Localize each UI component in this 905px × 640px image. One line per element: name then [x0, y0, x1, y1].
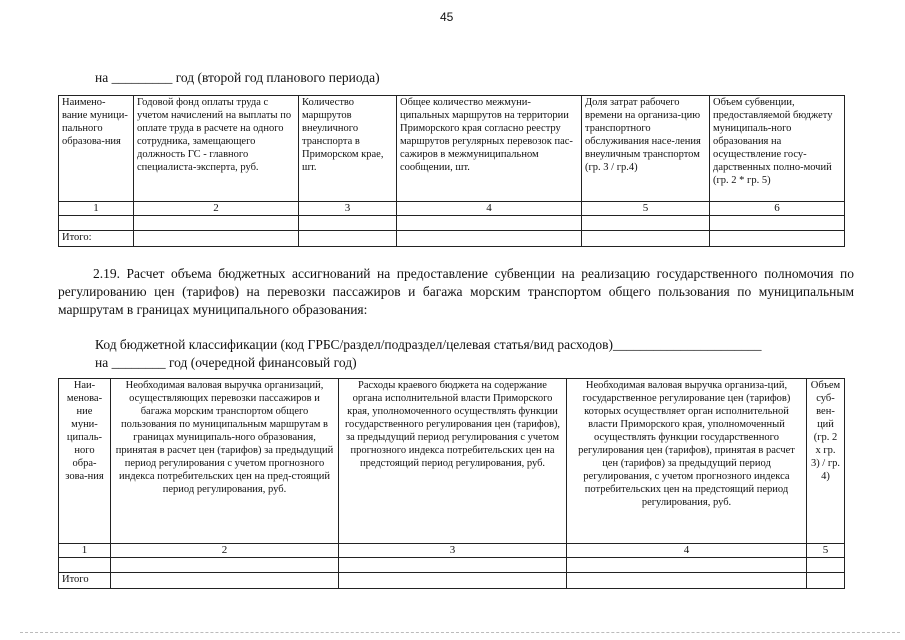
header-cell: Доля затрат рабочего времени на организа-цию транспортного обслуживания насе-ления внеуличным транспортом (гр. 3 / гр.4): [582, 96, 710, 202]
column-number: 1: [59, 202, 134, 216]
table-header-row: [59, 379, 845, 544]
total-label: Итого: [59, 573, 111, 589]
column-number-row: [59, 544, 845, 558]
column-number: 1: [59, 544, 111, 558]
column-number: 5: [582, 202, 710, 216]
paragraph-2-19: [58, 265, 854, 319]
table-row: [59, 558, 845, 573]
column-number: 4: [397, 202, 582, 216]
table-row: [59, 216, 845, 231]
column-number: 3: [339, 544, 567, 558]
column-number: 2: [111, 544, 339, 558]
table1-caption: на _________ год (второй год планового периода): [95, 70, 380, 85]
header-cell: Наимено-вание муници-пального образова-ния: [59, 96, 134, 202]
column-number: 4: [567, 544, 807, 558]
page-bottom-edge: [20, 632, 900, 633]
header-cell: Наи-менова-ние муни-ципаль-ного обра-зова-ния: [59, 379, 111, 544]
column-number: 5: [807, 544, 845, 558]
total-row: [59, 573, 845, 589]
header-cell: Годовой фонд оплаты труда с учетом начислений на выплаты по оплате труда в расчете на одного сотрудника, замещающего должность ГС - главного специалиста-эксперта, руб.: [134, 96, 299, 202]
budget-code-line: Код бюджетной классификации (код ГРБС/раздел/подраздел/целевая статья/вид расходов)______________________: [95, 337, 762, 352]
table-header-row: [59, 96, 845, 202]
page-number: 45: [440, 10, 454, 24]
column-number: 2: [134, 202, 299, 216]
subvention-table-current-year: [58, 378, 845, 589]
total-row: [59, 231, 845, 247]
header-cell: Необходимая валовая выручка организа-ций, государственное регулирование цен (тарифов) которых осуществляет орган исполнительной власти Приморского края, уполномоченный осуществлять функции государственного регулирования цен (тарифов), принятая в расчет цен (тарифов) за предыдущий период регулирования, с учетом прогнозного индекса потребительских цен на предстоящий период регулирования, руб.: [567, 379, 807, 544]
total-label: Итого:: [59, 231, 134, 247]
column-number-row: [59, 202, 845, 216]
subvention-table-second-year: [58, 95, 845, 247]
header-cell: Объем суб-вен-ций (гр. 2 х гр. 3) / гр. 4): [807, 379, 845, 544]
table2-caption: на ________ год (очередной финансовый год): [95, 355, 357, 370]
header-cell: Объем субвенции, предоставляемой бюджету муниципаль-ного образования на осуществление госу-дарственных полно-мочий (гр. 2 * гр. 5): [710, 96, 845, 202]
column-number: 3: [299, 202, 397, 216]
header-cell: Расходы краевого бюджета на содержание органа исполнительной власти Приморского края, уполномоченного осуществлять функции государственного регулирования цен (тарифов), за предыдущий период регулирования с учетом прогнозного индекса потребительских цен на предстоящий период регулирования, руб.: [339, 379, 567, 544]
paragraph-text: 2.19. Расчет объема бюджетных ассигнований на предоставление субвенции на реализацию государственного полномочия по регулированию цен (тарифов) на перевозки пассажиров и багажа морским транспортом общего пользования по муниципальным маршрутам в границах муниципального образования:: [58, 266, 854, 317]
header-cell: Общее количество межмуни-ципальных маршрутов на территории Приморского края согласно реестру маршрутов регулярных перевозок пас-сажиров в межмуниципальном сообщении, шт.: [397, 96, 582, 202]
header-cell: Необходимая валовая выручка организаций, осуществляющих перевозки пассажиров и багажа морским транспортом общего пользования по муниципальным маршрутам в границах муниципаль-ного образования, принятая в расчет цен (тарифов) за предыдущий период регулирования с учетом прогнозного индекса потребительских цен на пред-стоящий период регулирования, руб.: [111, 379, 339, 544]
column-number: 6: [710, 202, 845, 216]
header-cell: Количество маршрутов внеуличного транспорта в Приморском крае, шт.: [299, 96, 397, 202]
